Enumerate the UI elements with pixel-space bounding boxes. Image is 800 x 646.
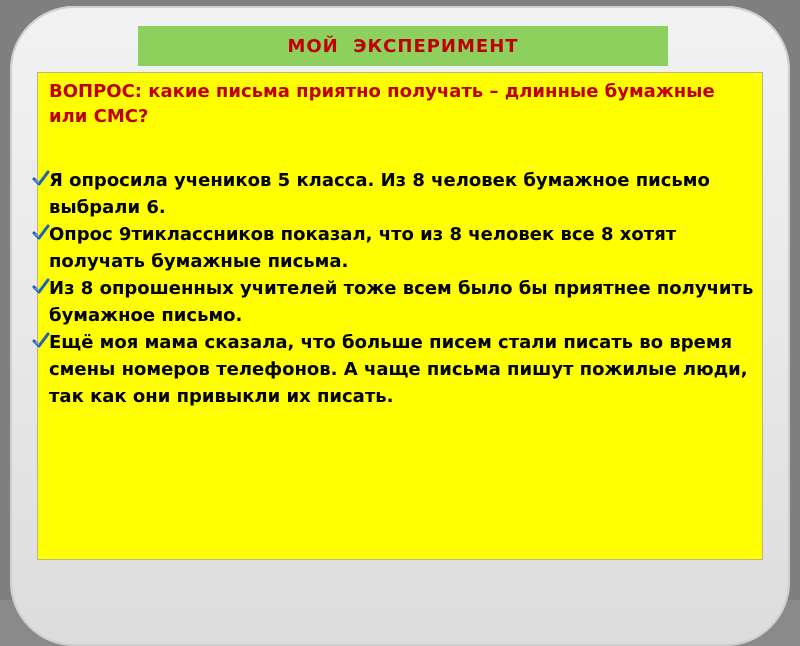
- content-card: [37, 72, 763, 560]
- title-bar: [138, 26, 668, 66]
- checkmark-icon: [32, 331, 50, 349]
- checkmark-icon: [32, 223, 50, 241]
- checkmark-icon: [32, 169, 50, 187]
- bullet-list: [38, 167, 758, 410]
- list-item: [38, 329, 758, 410]
- list-item-text: Опрос 9тиклассников показал, что из 8 человек все 8 хотят получать бумажные письма.: [49, 224, 677, 272]
- list-item-text: Из 8 опрошенных учителей тоже всем было бы приятнее получить бумажное письмо.: [49, 278, 754, 326]
- list-item: [38, 221, 758, 275]
- list-item: [38, 275, 758, 329]
- list-item-text: Я опросила учеников 5 класса. Из 8 человек бумажное письмо выбрали 6.: [49, 170, 710, 218]
- list-item-text: Ещё моя мама сказала, что больше писем стали писать во время смены номеров телефонов. А чаще письма пишут пожилые люди, так как они привыкли их писать.: [49, 332, 748, 407]
- slide-title: МОЙ ЭКСПЕРИМЕНТ: [287, 35, 519, 57]
- question-text: ВОПРОС: какие письма приятно получать – длинные бумажные или СМС?: [49, 81, 715, 127]
- list-item: [38, 167, 758, 221]
- checkmark-icon: [32, 277, 50, 295]
